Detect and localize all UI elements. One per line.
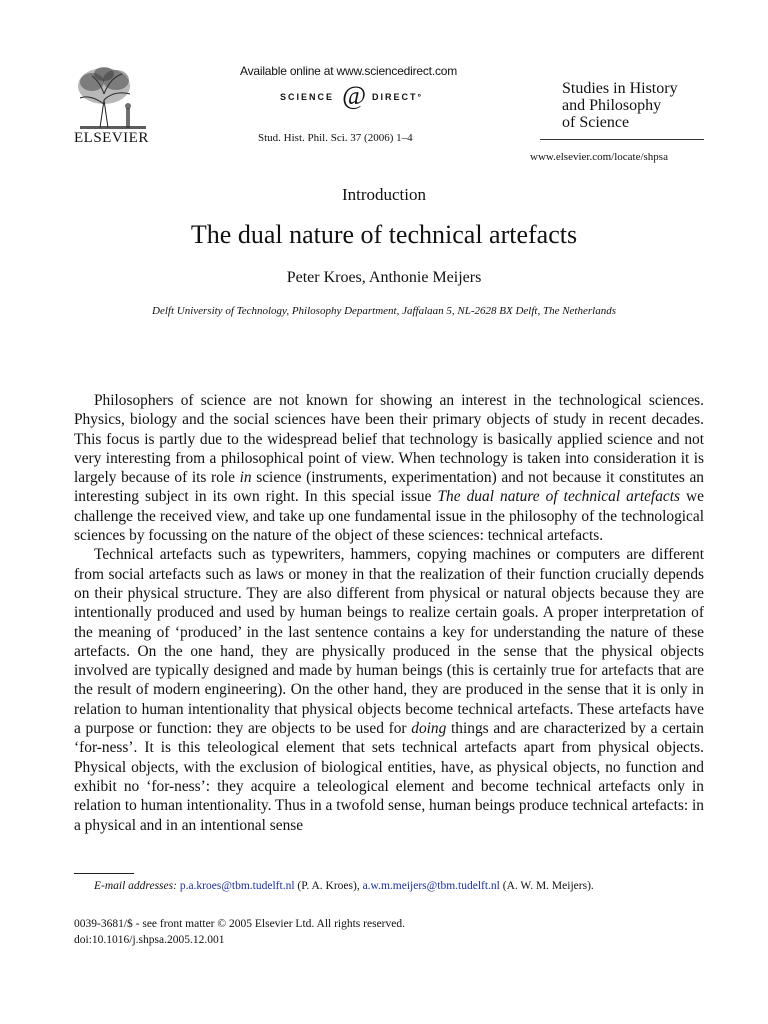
footnote-label: E-mail addresses: — [94, 880, 177, 892]
journal-citation: Stud. Hist. Phil. Sci. 37 (2006) 1–4 — [258, 132, 413, 144]
journal-url[interactable]: www.elsevier.com/locate/shpsa — [530, 151, 668, 163]
section-heading: Introduction — [341, 185, 427, 204]
author-affiliation: Delft University of Technology, Philosophy Department, Jaffalaan 5, NL-2628 BX Delft, The Netherlands — [152, 305, 616, 317]
paragraph-1-text-b: science (instruments, experimentation) and not because it constitutes an interesting subject in its own right. In this special issue — [74, 469, 704, 506]
article-body — [74, 391, 704, 835]
header-divider — [540, 139, 704, 140]
copyright-line: 0039-3681/$ - see front matter © 2005 Elsevier Ltd. All rights reserved. — [74, 918, 405, 930]
paragraph-1-text-c: we challenge the received view, and take up one fundamental issue in the philosophy of the technological sciences by focussing on the nature of the object of these sciences: technical artefacts. — [74, 488, 704, 545]
email-footnote — [94, 880, 594, 892]
publisher-name: ELSEVIER — [74, 130, 149, 146]
email-link-kroes[interactable]: p.a.kroes@tbm.tudelft.nl — [179, 880, 295, 892]
article-title: The dual nature of technical artefacts — [190, 220, 578, 249]
paragraph-2 — [74, 545, 704, 834]
paragraph-1-emphasis-in: in — [239, 469, 252, 487]
footnote-name-meijers: (A. W. M. Meijers). — [499, 880, 594, 892]
journal-title — [562, 80, 678, 131]
paragraph-2-emphasis-doing: doing — [411, 720, 447, 738]
paragraph-1-text-a: Philosophers of science are not known for showing an interest in the technological sciences. Physics, biology and the social sciences have been their primary objects of study in recent decades. This focus is partly due to the widespread belief that technology is basically applied science and not very interesting from a philosophical point of view. When technology is taken into consideration it is largely because of its role — [74, 392, 704, 487]
sciencedirect-right: DIRECT° — [372, 92, 424, 102]
copyright-block — [74, 916, 405, 948]
footnote-divider — [74, 873, 134, 874]
doi-line[interactable]: doi:10.1016/j.shpsa.2005.12.001 — [74, 934, 225, 946]
journal-title-line-1: Studies in History — [562, 80, 678, 97]
sciencedirect-at-icon: @ — [342, 81, 366, 110]
sciencedirect-left: SCIENCE — [280, 92, 335, 102]
email-link-meijers[interactable]: a.w.m.meijers@tbm.tudelft.nl — [362, 880, 500, 892]
sciencedirect-logo — [280, 83, 460, 111]
journal-title-line-3: of Science — [562, 114, 630, 131]
available-online-text: Available online at www.sciencedirect.com — [240, 64, 458, 78]
paragraph-1-issue-title: The dual nature of technical artefacts — [437, 488, 680, 506]
article-authors: Peter Kroes, Anthonie Meijers — [286, 269, 482, 286]
paragraph-2-text-a: Technical artefacts such as typewriters, hammers, copying machines or computers are different from social artefacts such as laws or money in that the realization of their function crucially depends on their physical structure. They are also different from physical or natural objects because they are intentionally produced and used by human beings to realize certain goals. A proper interpretation of the meaning of ‘produced’ in the last sentence contains a key for understanding the nature of these artefacts. On the one hand, they are physically produced in the sense that the physical objects involved are typically designed and made by human beings (this is certainly true for artefacts that are the result of modern engineering). On the other hand, they are produced in the sense that it is only in relation to human intentionality that physical objects become technical artefacts. These artefacts have a purpose or function: they are objects to be used for — [74, 546, 704, 738]
footnote-name-kroes: (P. A. Kroes), — [294, 880, 363, 892]
paragraph-1 — [74, 391, 704, 545]
paragraph-2-text-b: things and are characterized by a certain ‘for-ness’. It is this teleological element that sets technical artefacts apart from physical objects. Physical objects, with the exclusion of biological entities, have, as physical objects, no function and exhibit no ‘for-ness’: they acquire a teleological element and become technical artefacts only in relation to human intentionality. Thus in a twofold sense, human beings produce technical artefacts: in a physical and in an intentional sense — [74, 720, 704, 834]
journal-title-line-2: and Philosophy — [562, 97, 662, 114]
